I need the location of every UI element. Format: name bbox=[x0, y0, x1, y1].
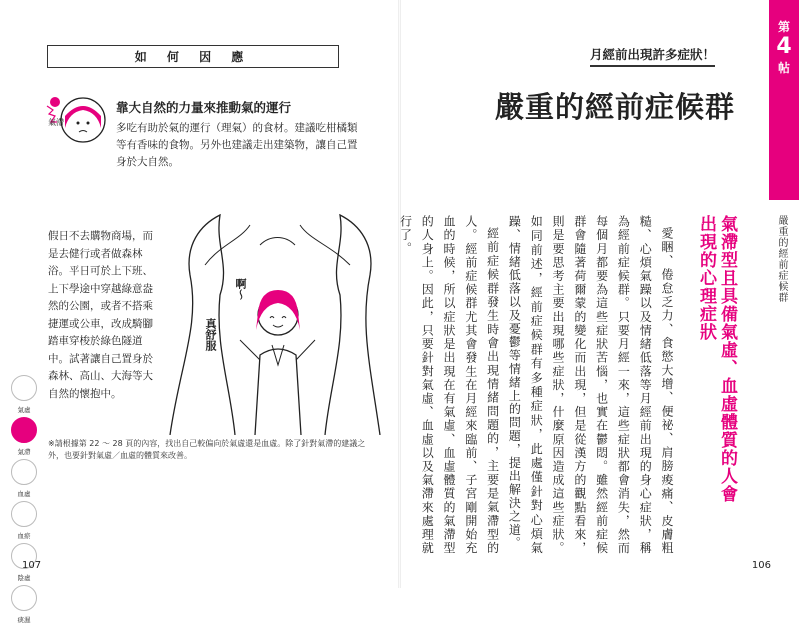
top-label: 月經前出現許多症狀！ bbox=[590, 45, 715, 67]
section-heading: 氣滯型且具備氣虛、血虛體質的人會出現的心理症狀 bbox=[696, 215, 737, 503]
right-page bbox=[400, 0, 799, 588]
type-label: 氣虛 bbox=[17, 406, 31, 414]
page-number-right: 106 bbox=[751, 560, 771, 571]
left-page bbox=[0, 0, 399, 624]
type-icon-tan-shi[interactable] bbox=[11, 585, 37, 611]
type-label: 血虛 bbox=[17, 490, 31, 498]
story-text: 假日不去購物商場，而是去健行或者做森林浴。平日可於上下班、上下學途中穿越綠意盎然的公園，或者不搭乘捷運或公車，改成騎腳踏車穿梭於綠色隧道中。試著讓自己置身於森林、高山、大海等大自然的懷抱中。 bbox=[48, 230, 153, 400]
type-icon-xue-xu[interactable] bbox=[11, 459, 37, 485]
type-label: 氣滯 bbox=[17, 448, 31, 456]
chapter-tab[interactable] bbox=[769, 0, 799, 200]
avatar-label: 氣滯 bbox=[48, 118, 64, 127]
type-sidebar bbox=[10, 375, 38, 627]
chapter-title: 嚴重的經前症候群 bbox=[495, 90, 736, 124]
illustration-exclaim: 啊～ bbox=[234, 278, 247, 300]
type-icon-xue-yu[interactable] bbox=[11, 501, 37, 527]
forest-illustration bbox=[160, 205, 390, 435]
page-number-left: 107 bbox=[22, 560, 42, 571]
type-icon-qi-zhi[interactable] bbox=[11, 417, 37, 443]
type-icon-qi-xu[interactable] bbox=[11, 375, 37, 401]
tab-line-3: 帖 bbox=[777, 61, 790, 75]
body-paragraph: 愛睏、倦怠乏力、食慾大增、便祕、肩膀痠痛、皮膚粗糙、心煩氣躁以及情緒低落等月經前出現的身心症狀，稱為經前症候群。只要月經一來，這些症狀都會消失，然而每個月都要為這些症狀苦惱，也實在鬱悶。雖然經前症候群會隨著荷爾蒙的變化而出現，但是從漢方的觀點看來，則是要思考主要出現哪些症狀，什麼原因造成這些症狀。如同前述，經前症候群有多種症狀，此處僅針對心煩氣躁、情緒低落以及憂鬱等情緒上的問題，提出解決之道。 bbox=[507, 215, 674, 555]
tab-line-1: 第 bbox=[777, 20, 790, 34]
type-label: 血瘀 bbox=[17, 532, 31, 540]
qi-body: 多吃有助於氣的運行（理氣）的食材。建議吃柑橘類等有香味的食物。另外也建議走出建築物，讓自己置身於大自然。 bbox=[116, 122, 358, 168]
section-title: 如 何 因 應 bbox=[47, 45, 339, 68]
body-text bbox=[394, 215, 677, 555]
illustration-feeling: 真舒服 bbox=[204, 318, 217, 351]
footnote: ※請根據第 22 ～ 28 頁的內容，找出自己較偏向於氣虛還是血虛。除了針對氣滯的建議之外，也要針對氣虛／血虛的體質來改善。 bbox=[48, 439, 366, 460]
type-label: 痰濕 bbox=[17, 616, 31, 624]
body-paragraph: 經前症候群發生時會出現情緒問題的，主要是氣滯型的人。經前症候群尤其會發生在月經來臨前、子宮剛開始充血的時候，所以症狀是出現在有氣虛、血虛體質的氣滯型的人身上。因此，只要針對氣虛、血虛以及氣滯來處理就行了。 bbox=[398, 215, 500, 555]
type-label: 陰虛 bbox=[17, 574, 31, 582]
tab-number: 4 bbox=[776, 34, 792, 59]
qi-heading: 靠大自然的力量來推動氣的運行 bbox=[116, 100, 292, 115]
side-running-title: 嚴重的經前症候群 bbox=[776, 215, 787, 303]
